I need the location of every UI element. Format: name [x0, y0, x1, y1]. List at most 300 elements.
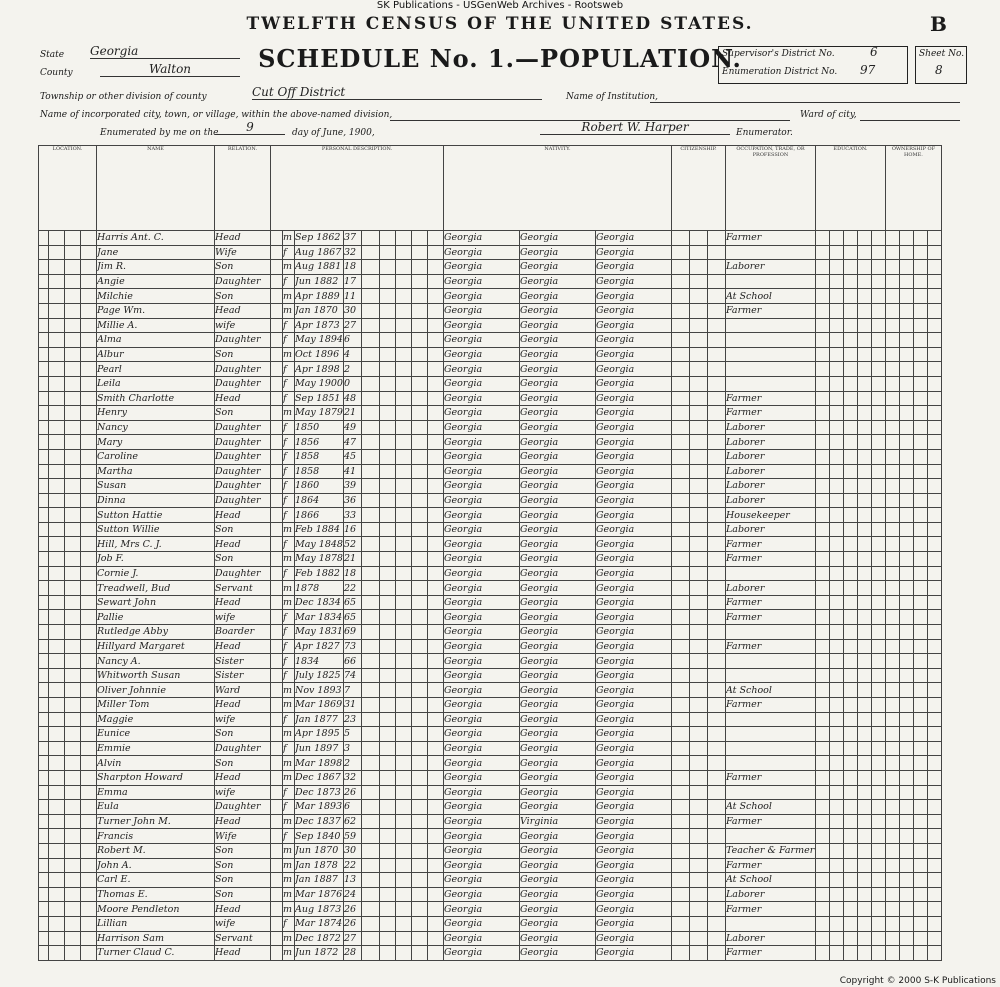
immigration-cell — [671, 683, 689, 698]
dwelling-cell — [49, 814, 65, 829]
extra-cell — [427, 770, 443, 785]
sex-cell: m — [283, 931, 295, 946]
school-cell — [829, 873, 843, 888]
naturalization-cell — [707, 639, 725, 654]
owned-cell — [885, 479, 899, 494]
mother-birthplace-cell: Georgia — [595, 376, 671, 391]
marital-cell — [361, 668, 379, 683]
write-cell — [857, 260, 871, 275]
table-row — [39, 916, 942, 931]
free-cell — [899, 464, 913, 479]
read-cell — [843, 493, 857, 508]
relation-cell: Daughter — [215, 800, 271, 815]
years-us-cell — [689, 406, 707, 421]
name-cell: Pallie — [97, 610, 215, 625]
children-cell — [395, 916, 411, 931]
read-cell — [843, 843, 857, 858]
months-cell — [815, 683, 829, 698]
family-cell — [65, 756, 81, 771]
dwelling-cell — [49, 756, 65, 771]
months-cell — [815, 625, 829, 640]
birth-cell: 1878 — [295, 581, 344, 596]
age-cell: 73 — [343, 639, 361, 654]
age-cell: 22 — [343, 858, 361, 873]
write-cell — [857, 916, 871, 931]
relation-cell: Daughter — [215, 333, 271, 348]
relation-cell: Sister — [215, 668, 271, 683]
location-cell — [39, 770, 49, 785]
birth-cell: 1858 — [295, 464, 344, 479]
school-cell — [829, 916, 843, 931]
children-cell — [395, 289, 411, 304]
birthplace-cell: Georgia — [443, 435, 519, 450]
dwelling-cell — [49, 785, 65, 800]
owned-cell — [885, 785, 899, 800]
school-cell — [829, 785, 843, 800]
farm-cell — [913, 508, 927, 523]
free-cell — [899, 887, 913, 902]
birthplace-cell: Georgia — [443, 245, 519, 260]
location-cell — [39, 683, 49, 698]
house-cell — [81, 318, 97, 333]
extra-cell — [427, 931, 443, 946]
dwelling-cell — [49, 406, 65, 421]
age-cell: 32 — [343, 770, 361, 785]
living-cell — [411, 303, 427, 318]
years-married-cell — [379, 902, 395, 917]
occupation-cell: Farmer — [725, 231, 815, 246]
farm-cell — [913, 683, 927, 698]
years-married-cell — [379, 391, 395, 406]
children-cell — [395, 274, 411, 289]
living-cell — [411, 814, 427, 829]
occupation-cell: At School — [725, 873, 815, 888]
mother-birthplace-cell: Georgia — [595, 741, 671, 756]
naturalization-cell — [707, 843, 725, 858]
house-cell — [81, 639, 97, 654]
occupation-cell — [725, 741, 815, 756]
years-us-cell — [689, 231, 707, 246]
table-row — [39, 406, 942, 421]
occupation-cell: Housekeeper — [725, 508, 815, 523]
age-cell: 41 — [343, 464, 361, 479]
institution-line — [650, 102, 960, 103]
occupation-cell — [725, 625, 815, 640]
mother-birthplace-cell: Georgia — [595, 493, 671, 508]
father-birthplace-cell: Georgia — [519, 829, 595, 844]
birthplace-cell: Georgia — [443, 800, 519, 815]
birthplace-cell: Georgia — [443, 785, 519, 800]
father-birthplace-cell: Georgia — [519, 537, 595, 552]
years-us-cell — [689, 727, 707, 742]
birthplace-cell: Georgia — [443, 537, 519, 552]
name-cell: Turner John M. — [97, 814, 215, 829]
years-married-cell — [379, 347, 395, 362]
age-cell: 30 — [343, 303, 361, 318]
occupation-cell: Laborer — [725, 260, 815, 275]
birthplace-cell: Georgia — [443, 639, 519, 654]
marital-cell — [361, 639, 379, 654]
years-married-cell — [379, 785, 395, 800]
birth-cell: 1850 — [295, 420, 344, 435]
birth-cell: Oct 1896 — [295, 347, 344, 362]
extra-cell — [427, 873, 443, 888]
schedule-cell — [927, 873, 941, 888]
living-cell — [411, 581, 427, 596]
age-cell: 3 — [343, 741, 361, 756]
read-cell — [843, 406, 857, 421]
marital-cell — [361, 654, 379, 669]
read-cell — [843, 625, 857, 640]
months-cell — [815, 245, 829, 260]
write-cell — [857, 420, 871, 435]
table-row — [39, 493, 942, 508]
marital-cell — [361, 829, 379, 844]
years-us-cell — [689, 435, 707, 450]
school-cell — [829, 376, 843, 391]
farm-cell — [913, 873, 927, 888]
name-cell: Rutledge Abby — [97, 625, 215, 640]
birth-cell: 1856 — [295, 435, 344, 450]
birthplace-cell: Georgia — [443, 654, 519, 669]
color-cell — [271, 946, 283, 961]
english-cell — [871, 391, 885, 406]
dwelling-cell — [49, 887, 65, 902]
mother-birthplace-cell: Georgia — [595, 581, 671, 596]
years-married-cell — [379, 493, 395, 508]
free-cell — [899, 318, 913, 333]
color-cell — [271, 376, 283, 391]
years-married-cell — [379, 274, 395, 289]
dwelling-cell — [49, 902, 65, 917]
sheet-letter: B — [930, 12, 947, 36]
extra-cell — [427, 493, 443, 508]
location-cell — [39, 887, 49, 902]
months-cell — [815, 741, 829, 756]
years-married-cell — [379, 639, 395, 654]
family-cell — [65, 829, 81, 844]
english-cell — [871, 303, 885, 318]
mother-birthplace-cell: Georgia — [595, 625, 671, 640]
family-cell — [65, 902, 81, 917]
read-cell — [843, 245, 857, 260]
name-cell: Angie — [97, 274, 215, 289]
read-cell — [843, 595, 857, 610]
age-cell: 28 — [343, 946, 361, 961]
schedule-cell — [927, 654, 941, 669]
write-cell — [857, 814, 871, 829]
house-cell — [81, 508, 97, 523]
living-cell — [411, 727, 427, 742]
name-cell: Eula — [97, 800, 215, 815]
children-cell — [395, 318, 411, 333]
dwelling-cell — [49, 420, 65, 435]
dwelling-cell — [49, 464, 65, 479]
english-cell — [871, 683, 885, 698]
living-cell — [411, 245, 427, 260]
name-cell: Mary — [97, 435, 215, 450]
occupation-cell: Laborer — [725, 581, 815, 596]
naturalization-cell — [707, 741, 725, 756]
extra-cell — [427, 683, 443, 698]
write-cell — [857, 800, 871, 815]
owned-cell — [885, 668, 899, 683]
english-cell — [871, 639, 885, 654]
extra-cell — [427, 245, 443, 260]
marital-cell — [361, 581, 379, 596]
naturalization-cell — [707, 668, 725, 683]
owned-cell — [885, 625, 899, 640]
age-cell: 7 — [343, 683, 361, 698]
table-row — [39, 829, 942, 844]
months-cell — [815, 522, 829, 537]
english-cell — [871, 508, 885, 523]
living-cell — [411, 406, 427, 421]
schedule-cell — [927, 610, 941, 625]
marital-cell — [361, 464, 379, 479]
table-row — [39, 931, 942, 946]
months-cell — [815, 916, 829, 931]
birth-cell: Jun 1870 — [295, 843, 344, 858]
birth-cell: 1834 — [295, 654, 344, 669]
children-cell — [395, 902, 411, 917]
dwelling-cell — [49, 231, 65, 246]
house-cell — [81, 449, 97, 464]
birth-cell: May 1831 — [295, 626, 343, 638]
location-cell — [39, 931, 49, 946]
free-cell — [899, 595, 913, 610]
naturalization-cell — [707, 449, 725, 464]
naturalization-cell — [707, 391, 725, 406]
years-us-cell — [689, 537, 707, 552]
house-cell — [81, 391, 97, 406]
write-cell — [857, 858, 871, 873]
name-cell: Oliver Johnnie — [97, 683, 215, 698]
years-us-cell — [689, 391, 707, 406]
extra-cell — [427, 508, 443, 523]
name-cell: Dinna — [97, 493, 215, 508]
write-cell — [857, 362, 871, 377]
months-cell — [815, 712, 829, 727]
years-us-cell — [689, 800, 707, 815]
schedule-cell — [927, 376, 941, 391]
immigration-cell — [671, 814, 689, 829]
location-cell — [39, 289, 49, 304]
family-cell — [65, 289, 81, 304]
immigration-cell — [671, 858, 689, 873]
birthplace-cell: Georgia — [443, 274, 519, 289]
extra-cell — [427, 406, 443, 421]
birth-cell: 1866 — [295, 508, 344, 523]
house-cell — [81, 347, 97, 362]
name-cell: Treadwell, Bud — [97, 581, 215, 596]
school-cell — [829, 668, 843, 683]
english-cell — [871, 595, 885, 610]
birth-cell: Jun 1882 — [295, 274, 344, 289]
marital-cell — [361, 595, 379, 610]
marital-cell — [361, 610, 379, 625]
age-cell: 27 — [343, 318, 361, 333]
family-cell — [65, 493, 81, 508]
naturalization-cell — [707, 274, 725, 289]
extra-cell — [427, 814, 443, 829]
free-cell — [899, 435, 913, 450]
farm-cell — [913, 610, 927, 625]
living-cell — [411, 260, 427, 275]
free-cell — [899, 858, 913, 873]
age-cell: 21 — [343, 552, 361, 567]
mother-birthplace-cell: Georgia — [595, 712, 671, 727]
free-cell — [899, 362, 913, 377]
marital-cell — [361, 712, 379, 727]
birthplace-cell: Georgia — [443, 712, 519, 727]
living-cell — [411, 712, 427, 727]
years-us-cell — [689, 887, 707, 902]
living-cell — [411, 508, 427, 523]
mother-birthplace-cell: Georgia — [595, 698, 671, 713]
years-us-cell — [689, 902, 707, 917]
dwelling-cell — [49, 581, 65, 596]
occupation-cell — [725, 318, 815, 333]
naturalization-cell — [707, 303, 725, 318]
family-cell — [65, 873, 81, 888]
name-cell: Sutton Willie — [97, 522, 215, 537]
years-us-cell — [689, 946, 707, 961]
birth-cell: Nov 1893 — [295, 684, 342, 696]
years-married-cell — [379, 610, 395, 625]
relation-cell: Daughter — [215, 493, 271, 508]
age-cell: 65 — [343, 610, 361, 625]
owned-cell — [885, 946, 899, 961]
immigration-cell — [671, 289, 689, 304]
dwelling-cell — [49, 843, 65, 858]
mother-birthplace-cell: Georgia — [595, 756, 671, 771]
table-row — [39, 245, 942, 260]
house-cell — [81, 858, 97, 873]
marital-cell — [361, 537, 379, 552]
mother-birthplace-cell: Georgia — [595, 770, 671, 785]
table-row — [39, 479, 942, 494]
months-cell — [815, 347, 829, 362]
free-cell — [899, 931, 913, 946]
occupation-cell — [725, 347, 815, 362]
months-cell — [815, 552, 829, 567]
sex-cell: f — [283, 508, 295, 523]
dwelling-cell — [49, 873, 65, 888]
relation-cell: Head — [215, 391, 271, 406]
mother-birthplace-cell: Georgia — [595, 916, 671, 931]
schedule-title: SCHEDULE No. 1.—POPULATION. — [258, 44, 742, 73]
sex-cell: m — [283, 683, 295, 698]
birthplace-cell: Georgia — [443, 741, 519, 756]
name-cell: Harris Ant. C. — [97, 231, 215, 246]
occupation-cell: Laborer — [725, 522, 815, 537]
children-cell — [395, 522, 411, 537]
occupation-header: OCCUPATION, TRADE, OR PROFESSION — [725, 146, 815, 231]
relation-cell: Daughter — [215, 479, 271, 494]
years-married-cell — [379, 318, 395, 333]
immigration-cell — [671, 946, 689, 961]
owned-cell — [885, 347, 899, 362]
sex-cell: f — [283, 274, 295, 289]
father-birthplace-cell: Georgia — [519, 479, 595, 494]
birthplace-cell: Georgia — [443, 625, 519, 640]
sex-cell: f — [283, 712, 295, 727]
mother-birthplace-cell: Georgia — [595, 435, 671, 450]
dwelling-cell — [49, 916, 65, 931]
occupation-cell — [725, 756, 815, 771]
years-married-cell — [379, 376, 395, 391]
house-cell — [81, 493, 97, 508]
years-us-cell — [689, 654, 707, 669]
owned-cell — [885, 727, 899, 742]
schedule-cell — [927, 829, 941, 844]
read-cell — [843, 391, 857, 406]
children-cell — [395, 668, 411, 683]
father-birthplace-cell: Georgia — [519, 770, 595, 785]
children-cell — [395, 260, 411, 275]
age-cell: 2 — [343, 756, 361, 771]
months-cell — [815, 800, 829, 815]
birth-cell: Dec 1837 — [295, 814, 344, 829]
sex-cell: m — [283, 581, 295, 596]
years-us-cell — [689, 625, 707, 640]
township-value: Cut Off District — [252, 85, 542, 100]
copyright-notice: Copyright © 2000 S-K Publications — [839, 976, 996, 986]
farm-cell — [913, 289, 927, 304]
immigration-cell — [671, 552, 689, 567]
extra-cell — [427, 347, 443, 362]
birth-cell: Apr 1873 — [295, 318, 344, 333]
mother-birthplace-cell: Georgia — [595, 391, 671, 406]
schedule-cell — [927, 537, 941, 552]
dwelling-cell — [49, 931, 65, 946]
extra-cell — [427, 522, 443, 537]
school-cell — [829, 318, 843, 333]
location-cell — [39, 406, 49, 421]
relation-cell: Son — [215, 887, 271, 902]
birthplace-cell: Georgia — [443, 449, 519, 464]
name-cell: Page Wm. — [97, 303, 215, 318]
birthplace-cell: Georgia — [443, 231, 519, 246]
schedule-cell — [927, 260, 941, 275]
extra-cell — [427, 610, 443, 625]
family-cell — [65, 668, 81, 683]
table-row — [39, 698, 942, 713]
location-cell — [39, 318, 49, 333]
schedule-cell — [927, 420, 941, 435]
read-cell — [843, 800, 857, 815]
birthplace-cell: Georgia — [443, 464, 519, 479]
write-cell — [857, 581, 871, 596]
write-cell — [857, 552, 871, 567]
family-cell — [65, 595, 81, 610]
family-cell — [65, 522, 81, 537]
naturalization-cell — [707, 376, 725, 391]
free-cell — [899, 479, 913, 494]
relation-cell: Daughter — [215, 420, 271, 435]
sex-cell: f — [283, 668, 295, 683]
location-cell — [39, 741, 49, 756]
supervisor-label: Supervisor's District No. — [722, 49, 835, 59]
read-cell — [843, 858, 857, 873]
family-cell — [65, 231, 81, 246]
occupation-cell: Farmer — [725, 946, 815, 961]
free-cell — [899, 770, 913, 785]
age-cell: 74 — [343, 668, 361, 683]
farm-cell — [913, 829, 927, 844]
school-cell — [829, 435, 843, 450]
